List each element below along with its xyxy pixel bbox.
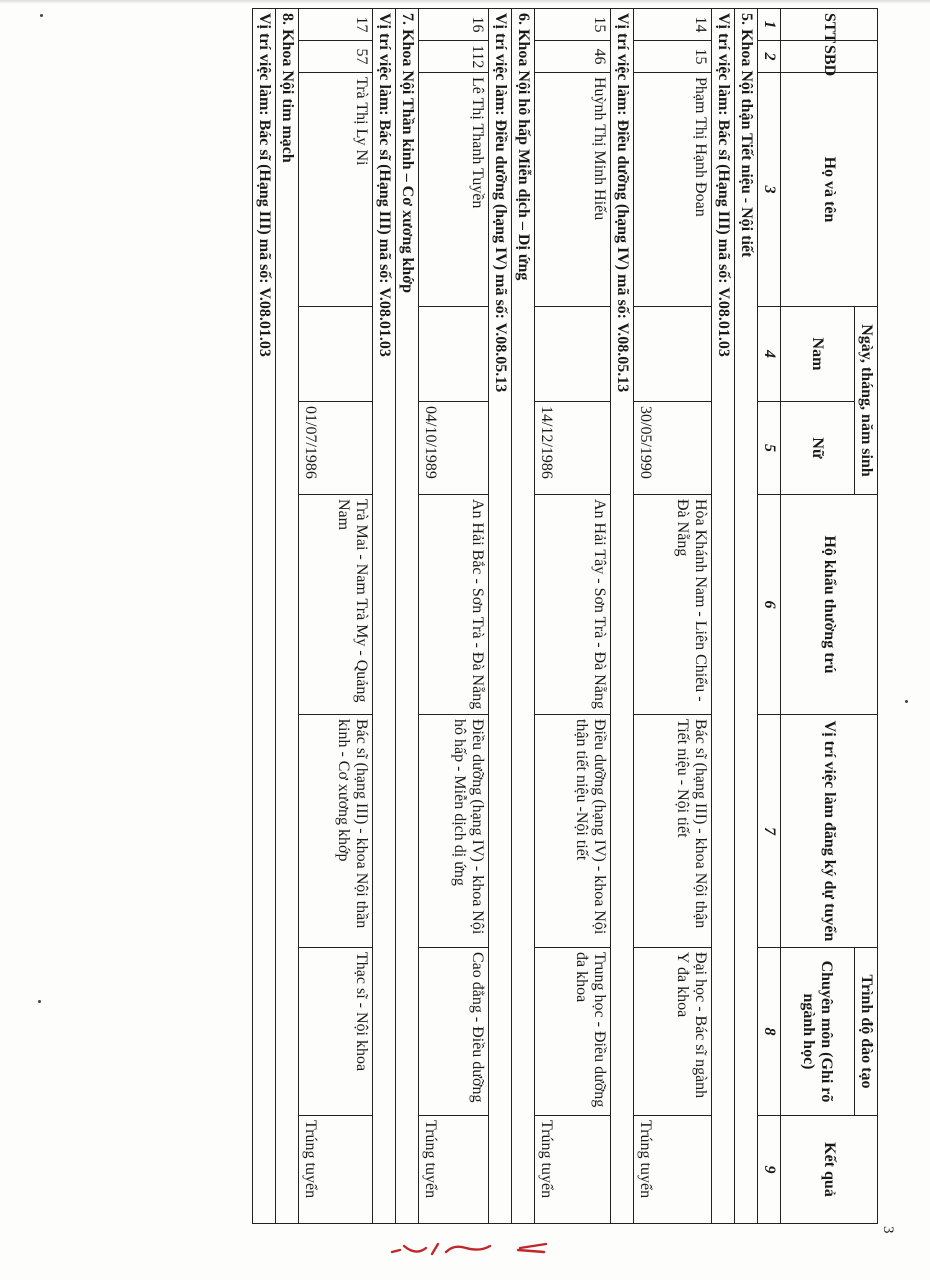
column-number: 6 [758,495,781,715]
cell-stt: 17 [299,9,373,41]
column-number: 9 [758,1116,781,1224]
cell-ho-khau: An Hải Bắc - Sơn Trà - Đà Nẵng [419,495,489,715]
cell-nam [634,307,712,402]
red-stamp-mark [390,1238,550,1264]
results-table [252,8,878,1224]
cell-name: Lê Thị Thanh Tuyền [419,73,489,307]
position-title: Vị trí việc làm: Bác sĩ (Hạng III) mã số: V.08.01.03 [253,9,276,1224]
table-row [419,9,489,1224]
header-trinh-do: Trình độ đào tạo [855,948,878,1116]
cell-stt: 15 [535,9,611,41]
cell-nu: 14/12/1986 [535,402,611,495]
header-vi-tri: Vị trí việc làm đăng ký dự tuyển [781,715,878,948]
column-number: 7 [758,715,781,948]
position-title: Vị trí việc làm: Bác sĩ (Hạng III) mã số: V.08.01.03 [373,9,396,1224]
cell-chuyen-mon: Thạc sĩ - Nội khoa [299,948,373,1116]
column-number: 3 [758,73,781,307]
cell-ket-qua: Trúng tuyển [535,1116,611,1224]
cell-nam [535,307,611,402]
cell-ho-khau: Trà Mai - Nam Trà My - Quảng Nam [299,495,373,715]
table-row [634,9,712,1224]
cell-nu: 30/05/1990 [634,402,712,495]
section-title: 8. Khoa Nội tim mạch [276,9,299,1224]
page-number: 3 [880,1226,896,1234]
cell-nam [419,307,489,402]
cell-vi-tri: Điều dưỡng (hạng IV) - khoa Nội hô hấp - Miễn dịch dị ứng [419,715,489,948]
table-body [253,9,758,1224]
cell-sbd: 15 [634,41,712,73]
header-nu: Nữ [781,402,855,495]
table-header [758,9,878,1224]
cell-nu: 04/10/1989 [419,402,489,495]
header-nam: Nam [781,307,855,402]
cell-name: Trà Thị Ly Ni [299,73,373,307]
cell-sbd: 46 [535,41,611,73]
section-title: 7. Khoa Nội Thần kinh – Cơ xương khớp [396,9,419,1224]
position-title: Vị trí việc làm: Điều dưỡng (hạng IV) mã số: V.08.05.13 [489,9,512,1224]
column-number: 8 [758,948,781,1116]
column-number: 1 [758,9,781,41]
cell-name: Phạm Thị Hạnh Đoan [634,73,712,307]
cell-vi-tri: Điều dưỡng (hạng IV) - khoa Nội thận tiết niệu -Nội tiết [535,715,611,948]
column-number-row [758,9,781,1224]
cell-stt: 16 [419,9,489,41]
header-stt: STT [781,9,878,41]
section-title: 5. Khoa Nội thận Tiết niệu - Nội tiết [735,9,758,1224]
cell-sbd: 112 [419,41,489,73]
header-ho-khau: Hộ khẩu thường trú [781,495,878,715]
table-row [535,9,611,1224]
header-sbd: SBD [781,41,878,73]
table-row [299,9,373,1224]
cell-sbd: 57 [299,41,373,73]
cell-chuyen-mon: Trung học - Điều dưỡng đa khoa [535,948,611,1116]
cell-name: Huỳnh Thị Minh Hiếu [535,73,611,307]
section-title: 6. Khoa Nội hô hấp Miễn dịch – Dị ứng [512,9,535,1224]
position-title: Vị trí việc làm: Bác sĩ (Hạng III) mã số: V.08.01.03 [712,9,735,1224]
column-number: 4 [758,307,781,402]
header-ho-ten: Họ và tên [781,73,878,307]
cell-stt: 14 [634,9,712,41]
header-ngay-sinh: Ngày, tháng, năm sinh [855,307,878,495]
cell-chuyen-mon: Cao đẳng - Điều dưỡng [419,948,489,1116]
header-ket-qua: Kết quả [781,1116,878,1224]
cell-ket-qua: Trúng tuyển [419,1116,489,1224]
cell-nu: 01/07/1986 [299,402,373,495]
position-title: Vị trí việc làm: Điều dưỡng (hạng IV) mã số: V.08.05.13 [611,9,634,1224]
cell-vi-tri: Bác sĩ (hạng III) - khoa Nội thận Tiết niệu - Nội tiết [634,715,712,948]
cell-chuyen-mon: Đại học - Bác sĩ ngành Y đa khoa [634,948,712,1116]
column-number: 2 [758,41,781,73]
cell-nam [299,307,373,402]
cell-ket-qua: Trúng tuyển [634,1116,712,1224]
cell-ho-khau: An Hải Tây - Sơn Trà - Đà Nẵng [535,495,611,715]
cell-ket-qua: Trúng tuyển [299,1116,373,1224]
cell-vi-tri: Bác sĩ (hạng III) - khoa Nội thần kinh - Cơ xương khớp [299,715,373,948]
header-chuyen-mon: Chuyên môn (Ghi rõ ngành học) [781,948,855,1116]
cell-ho-khau: Hòa Khánh Nam - Liên Chiểu - Đà Nẵng [634,495,712,715]
column-number: 5 [758,402,781,495]
